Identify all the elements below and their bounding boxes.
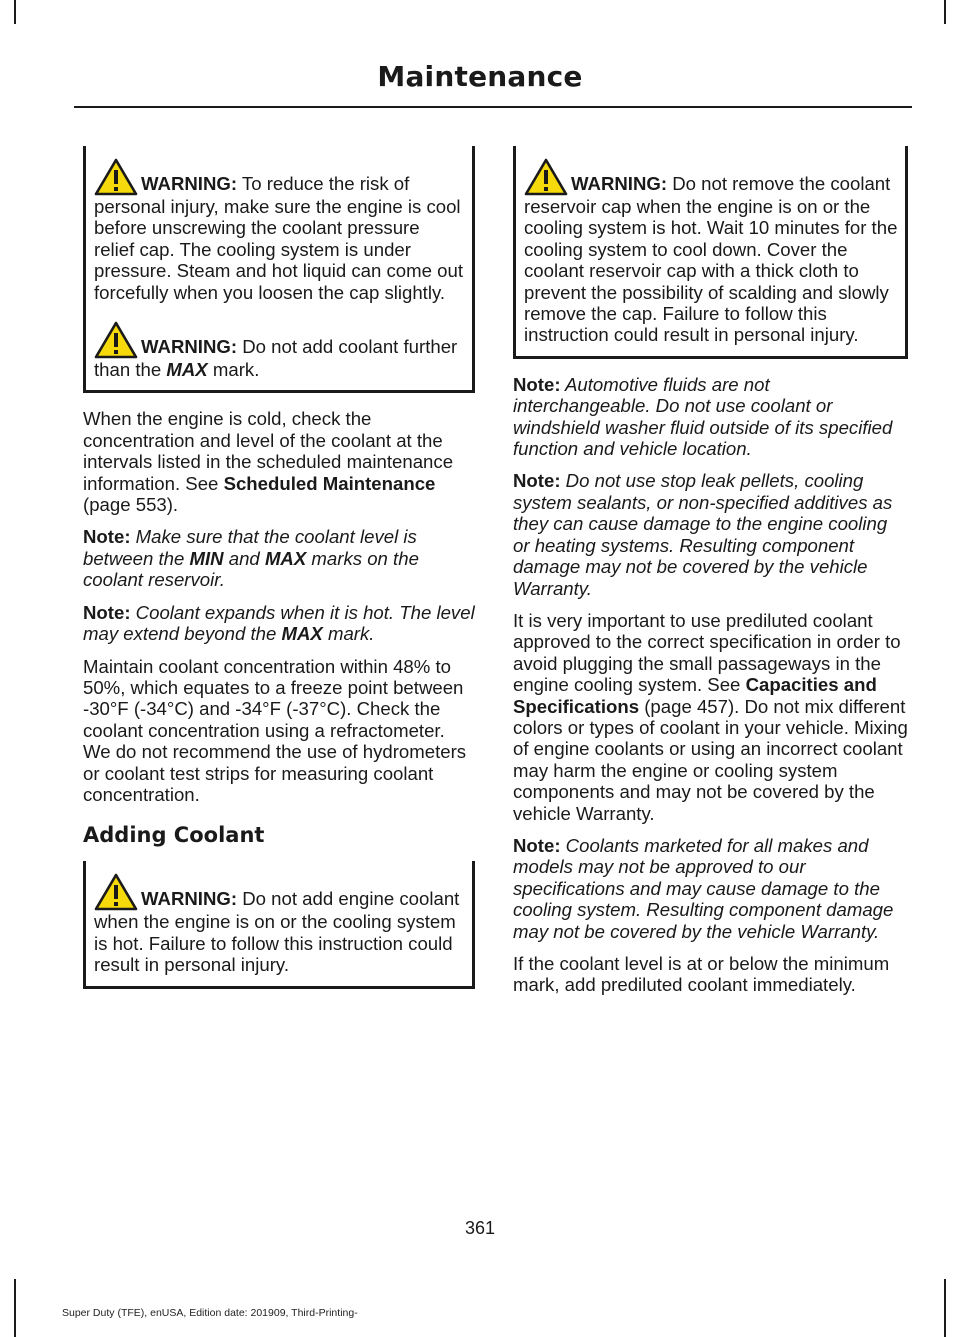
capacities-specifications-link[interactable]: Capacities and Specifications — [513, 674, 877, 717]
warning-label: WARNING: — [141, 888, 238, 910]
warning-label: WARNING: — [141, 173, 238, 194]
warning-text: To reduce the risk of personal injury, make sure the engine is cool before unscrewing the coolant pressure relief cap. The cooling system is under pressure. Steam and hot liquid can come out forcefully when you loosen the cap slightly. — [94, 173, 463, 303]
page-reference: (page 553). — [83, 494, 179, 516]
crop-mark — [944, 1279, 946, 1337]
footer-edition: Super Duty (TFE), enUSA, Edition date: 201909, Third-Printing- — [62, 1307, 358, 1319]
scheduled-maintenance-link[interactable]: Scheduled Maintenance — [223, 472, 436, 494]
left-column — [83, 146, 475, 989]
warning-engine-hot — [94, 873, 465, 975]
warning-box-adding-coolant — [83, 861, 475, 988]
note-label: Note: — [513, 834, 561, 856]
note-text: Coolants marketed for all makes and models may not be approved to our specifications and may cause damage to the cooling system. Resulting component damage may not be covered by the vehicle Warranty. — [513, 834, 894, 942]
crop-mark — [944, 0, 946, 24]
paragraph-text: (page 457). Do not mix different colors or types of coolant in your vehicle. Mixing of engine coolants or using an incorrect coolant may harm the engine or cooling system components and may not be covered by the vehicle Warranty. — [513, 695, 908, 824]
warning-label: WARNING: — [571, 173, 668, 194]
page-title: Maintenance — [377, 60, 583, 93]
min-mark-label: MIN — [189, 547, 224, 569]
warning-triangle-icon — [94, 158, 138, 196]
max-mark-label: MAX — [166, 359, 208, 381]
note-text: Make sure that the coolant level is between the — [83, 526, 417, 569]
paragraph-prediluted-coolant — [513, 610, 908, 824]
note-min-max — [83, 526, 475, 590]
header-rule — [74, 106, 912, 108]
warning-label: WARNING: — [141, 336, 238, 358]
warning-box-top-left — [83, 146, 475, 393]
warning-text: mark. — [207, 359, 260, 381]
warning-triangle-icon — [94, 321, 138, 359]
note-text: Automotive fluids are not interchangeable. Do not use coolant or windshield washer fluid outside of its specified function and vehicle location. — [513, 373, 893, 460]
note-text: Do not use stop leak pellets, cooling system sealants, or non-specified additives as they can cause damage to the engine cooling or heating systems. Resulting component damage may not be covered by the vehicle Warranty. — [513, 470, 893, 599]
note-text: Coolant expands when it is hot. The level may extend beyond the — [83, 601, 475, 645]
note-coolants-marketed — [513, 835, 908, 942]
right-column — [513, 146, 908, 996]
note-text: mark. — [322, 623, 375, 645]
note-label: Note: — [83, 526, 131, 548]
warning-triangle-icon — [94, 873, 138, 911]
warning-text: Do not remove the coolant reservoir cap when the engine is on or the cooling system is hot. Wait 10 minutes for the cooling system to cool down. Cover the coolant reservoir cap with a thick cloth to prevent the possibility of scalding and slowly remove the cap. Failure to follow this instruction could result in personal injury. — [524, 173, 898, 346]
warning-coolant-cap — [94, 158, 465, 303]
paragraph-text: It is very important to use prediluted coolant approved to the correct specification in order to avoid plugging the small passageways in the engine cooling system. See — [513, 609, 901, 696]
warning-text: Do not add engine coolant when the engine is on or the cooling system is hot. Failure to follow this instruction could result in personal injury. — [94, 888, 460, 976]
paragraph-add-coolant: If the coolant level is at or below the minimum mark, add prediluted coolant immediately. — [513, 953, 890, 996]
max-mark-label: MAX — [264, 547, 307, 569]
paragraph-concentration-range: Maintain coolant concentration within 48% to 50%, which equates to a freeze point between -30°F (-34°C) and -34°F (-37°C). Check the coolant concentration using a refractometer. We do not recommend the use of hydrometers or coolant test strips for measuring coolant concentration. — [83, 655, 467, 805]
paragraph-text: When the engine is cold, check the concentration and level of the coolant at the intervals listed in the scheduled maintenance information. See — [83, 408, 454, 494]
warning-text: Do not add coolant further than the — [94, 336, 458, 381]
section-heading-adding-coolant: Adding Coolant — [83, 823, 265, 848]
max-mark-label: MAX — [281, 623, 323, 645]
crop-mark — [14, 0, 16, 24]
note-label: Note: — [513, 373, 561, 395]
note-stop-leak — [513, 470, 908, 598]
crop-mark — [14, 1279, 16, 1337]
note-fluids-interchangeable — [513, 374, 908, 460]
note-text: marks on the coolant reservoir. — [83, 547, 419, 591]
warning-triangle-icon — [524, 158, 568, 196]
warning-max-mark — [94, 321, 465, 380]
paragraph-check-concentration — [83, 408, 475, 515]
note-label: Note: — [83, 601, 131, 623]
warning-box-top-right — [513, 146, 908, 359]
page-number: 361 — [464, 1218, 496, 1238]
note-text: and — [223, 547, 265, 569]
warning-reservoir-cap — [524, 158, 898, 346]
note-label: Note: — [513, 470, 561, 492]
note-expands — [83, 602, 475, 645]
